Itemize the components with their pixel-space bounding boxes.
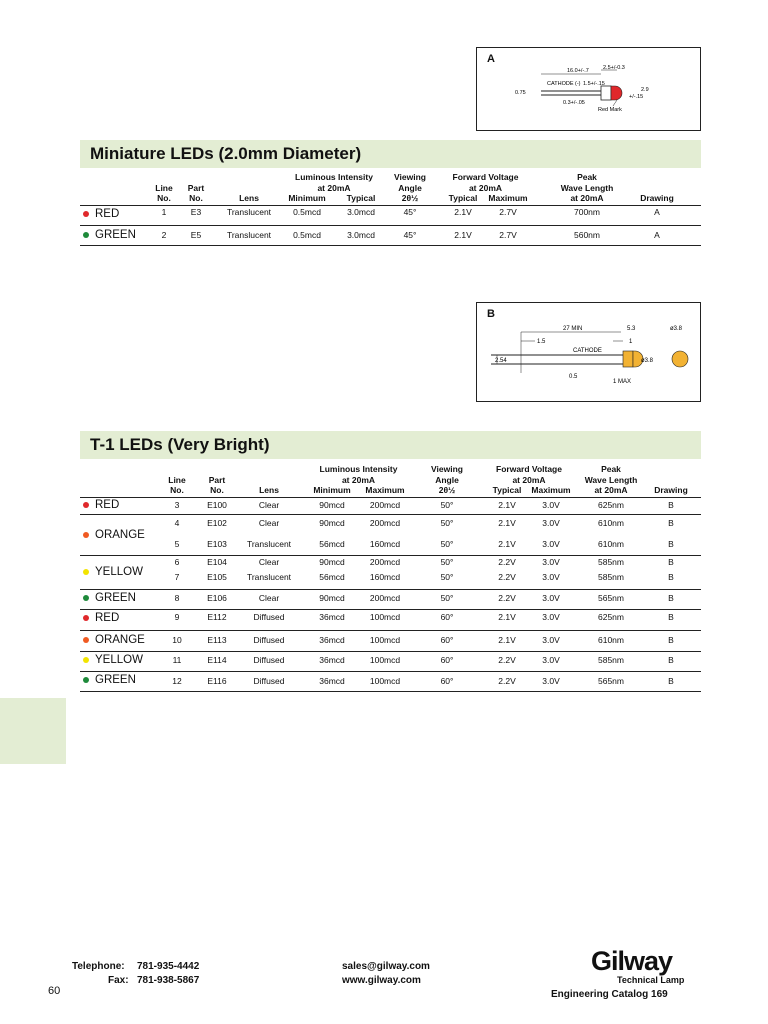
dim-lead-b: 0.5: [569, 374, 578, 380]
cell-fv_typ: 2.1V: [498, 500, 516, 510]
led-color-dot-icon: [83, 637, 89, 643]
dim-pitch: 2.54: [495, 358, 507, 364]
cell-fv_typ: 2.2V: [498, 676, 516, 686]
cell-view: 45°: [403, 230, 417, 240]
cell-view: 50°: [440, 557, 454, 567]
header-fv-max: Maximum: [488, 193, 528, 203]
cell-line: 4: [174, 518, 180, 528]
drawing-a-diagram: [477, 48, 700, 130]
cell-drawing: B: [668, 557, 674, 567]
dim-lead: 0.3+/-.05: [563, 100, 585, 106]
cell-view: 50°: [440, 572, 454, 582]
header-drawing: Drawing: [640, 193, 674, 203]
header-part-no: Part No.: [208, 474, 226, 495]
led-color-dot-icon: [83, 232, 89, 238]
cell-lum_max: 100mcd: [369, 676, 401, 686]
drawing-a-letter: A: [487, 53, 495, 65]
cell-drawing: A: [654, 207, 660, 217]
row-divider: [80, 691, 701, 692]
header-luminous: Luminous Intensity at 20mA: [295, 172, 373, 193]
cell-fv_typ: 2.1V: [498, 518, 516, 528]
cell-drawing: B: [668, 572, 674, 582]
cell-fv_typ: 2.2V: [498, 593, 516, 603]
cell-part: E104: [207, 557, 227, 567]
cell-lum_min: 56mcd: [319, 539, 345, 549]
cell-view: 60°: [440, 676, 454, 686]
cell-lens: Diffused: [253, 676, 285, 686]
cell-part: E106: [207, 593, 227, 603]
cell-drawing: B: [668, 676, 674, 686]
dim-length: 16.0+/-.7: [567, 68, 589, 74]
cell-fv_typ: 2.2V: [498, 572, 516, 582]
cell-lens: Translucent: [226, 207, 272, 217]
led-color-text: GREEN: [95, 229, 136, 241]
cell-drawing: B: [668, 612, 674, 622]
header-peak-wavelength: Peak Wave Length at 20mA: [584, 464, 638, 495]
section1-header-rule: [80, 205, 701, 206]
led-color-text: RED: [95, 208, 120, 220]
header-peak-wavelength: Peak Wave Length at 20mA: [560, 172, 614, 203]
cell-peak: 610nm: [598, 539, 624, 549]
cell-peak: 610nm: [598, 518, 624, 528]
telephone: 781-935-4442: [137, 961, 200, 972]
cell-peak: 565nm: [598, 676, 624, 686]
cell-lens: Translucent: [246, 539, 292, 549]
led-color-label: [83, 208, 119, 220]
dim-left15: 1.5: [537, 339, 546, 345]
row-divider: [80, 589, 701, 590]
cell-line: 10: [172, 635, 182, 645]
cell-fv_max: 3.0V: [542, 557, 560, 567]
header-forward-voltage: Forward Voltage at 20mA: [452, 172, 519, 193]
drawing-b-letter: B: [487, 308, 495, 320]
cell-part: E102: [207, 518, 227, 528]
led-color-text: YELLOW: [95, 654, 143, 666]
cell-fv_max: 2.7V: [499, 230, 517, 240]
cell-line: 12: [172, 676, 182, 686]
cell-drawing: A: [654, 230, 660, 240]
dim-flat: 1.5+/-.15: [583, 81, 605, 87]
cell-fv_max: 3.0V: [542, 593, 560, 603]
cell-drawing: B: [668, 655, 674, 665]
cell-view: 45°: [403, 207, 417, 217]
cell-view: 60°: [440, 635, 454, 645]
header-lum-max: Maximum: [365, 485, 405, 495]
cell-lum_max: 200mcd: [369, 500, 401, 510]
cell-part: E113: [207, 635, 227, 645]
fax-label: Fax:: [108, 975, 129, 986]
cell-lum_typ: 3.0mcd: [347, 230, 375, 240]
header-line-no: Line No.: [168, 474, 186, 495]
header-luminous: Luminous Intensity at 20mA: [319, 464, 398, 485]
cell-lum_max: 200mcd: [369, 557, 401, 567]
led-color-text: ORANGE: [95, 529, 145, 541]
gilway-logo: Gilway: [591, 946, 673, 976]
cell-peak: 560nm: [574, 230, 600, 240]
dim-left: 0.75: [515, 90, 526, 96]
cell-fv_max: 3.0V: [542, 518, 560, 528]
row-divider: [80, 245, 701, 246]
cell-lum_min: 0.5mcd: [293, 230, 321, 240]
cell-lum_min: 90mcd: [319, 518, 345, 528]
cell-part: E5: [190, 230, 202, 240]
led-color-text: RED: [95, 612, 120, 624]
dim-dia2: +/-.15: [629, 94, 644, 100]
cell-lens: Clear: [258, 557, 280, 567]
cell-view: 60°: [440, 655, 454, 665]
dim-top2: 5.3: [627, 326, 636, 332]
header-viewing-angle: Viewing Angle 2θ½: [394, 172, 426, 203]
label-cathode-b: CATHODE: [573, 348, 602, 354]
cell-drawing: B: [668, 539, 674, 549]
row-divider: [80, 555, 701, 556]
side-tab: [0, 698, 66, 764]
cell-line: 2: [161, 230, 167, 240]
email-link[interactable]: sales@gilway.com: [342, 961, 430, 972]
cell-lum_min: 90mcd: [319, 557, 345, 567]
label-cathode: CATHODE (-): [547, 81, 581, 87]
cell-lens: Translucent: [226, 230, 272, 240]
cell-fv_typ: 2.1V: [454, 207, 472, 217]
website-link[interactable]: www.gilway.com: [342, 975, 421, 986]
cell-view: 50°: [440, 518, 454, 528]
cell-lum_min: 0.5mcd: [293, 207, 321, 217]
drawing-b: [476, 302, 701, 402]
dim-min: 27 MIN: [563, 326, 583, 332]
cell-lum_max: 200mcd: [369, 593, 401, 603]
cell-lum_min: 36mcd: [319, 612, 345, 622]
row-divider: [80, 514, 701, 515]
dim-dia-body: ø3.8: [641, 358, 654, 364]
cell-part: E3: [190, 207, 202, 217]
cell-view: 50°: [440, 593, 454, 603]
cell-line: 8: [174, 593, 180, 603]
cell-part: E116: [207, 676, 227, 686]
dim-max: 1 MAX: [613, 379, 632, 385]
led-color-dot-icon: [83, 532, 89, 538]
led-color-label: [83, 654, 143, 666]
row-divider: [80, 609, 701, 610]
dim-right1: 1: [629, 339, 633, 345]
cell-lens: Diffused: [253, 612, 285, 622]
led-color-dot-icon: [83, 657, 89, 663]
dim-dia-top: ø3.8: [670, 326, 683, 332]
header-part-no: Part No.: [187, 182, 205, 203]
cell-drawing: B: [668, 518, 674, 528]
header-lum-typ: Typical: [346, 193, 376, 203]
cell-lens: Clear: [258, 500, 280, 510]
cell-fv_typ: 2.1V: [498, 539, 516, 549]
cell-line: 1: [161, 207, 167, 217]
led-color-text: GREEN: [95, 592, 136, 604]
cell-drawing: B: [668, 500, 674, 510]
section-bar-miniature: [80, 140, 701, 168]
led-color-label: [83, 566, 143, 578]
led-color-dot-icon: [83, 211, 89, 217]
header-lum-min: Minimum: [288, 193, 326, 203]
drawing-a: [476, 47, 701, 131]
cell-fv_max: 3.0V: [542, 676, 560, 686]
led-color-label: [83, 612, 119, 624]
cell-peak: 585nm: [598, 572, 624, 582]
led-color-text: YELLOW: [95, 566, 143, 578]
cell-line: 11: [172, 655, 182, 665]
cell-fv_typ: 2.1V: [498, 635, 516, 645]
cell-part: E100: [207, 500, 227, 510]
led-color-label: [83, 592, 136, 604]
led-color-label: [83, 229, 136, 241]
cell-fv_max: 3.0V: [542, 635, 560, 645]
led-color-label: [83, 529, 145, 541]
cell-lum_typ: 3.0mcd: [347, 207, 375, 217]
led-color-dot-icon: [83, 595, 89, 601]
cell-lum_min: 56mcd: [319, 572, 345, 582]
led-color-label: [83, 634, 145, 646]
cell-lum_max: 200mcd: [369, 518, 401, 528]
cell-lum_max: 100mcd: [369, 655, 401, 665]
cell-lum_min: 36mcd: [319, 635, 345, 645]
cell-peak: 625nm: [598, 612, 624, 622]
row-divider: [80, 651, 701, 652]
section-bar-t1: [80, 431, 701, 459]
header-fv-typ: Typical: [448, 193, 478, 203]
led-color-dot-icon: [83, 569, 89, 575]
cell-fv_max: 3.0V: [542, 539, 560, 549]
led-color-text: ORANGE: [95, 634, 145, 646]
header-line-no: Line No.: [155, 182, 173, 203]
header-fv-typ: Typical: [492, 485, 522, 495]
cell-drawing: B: [668, 635, 674, 645]
cell-fv_max: 3.0V: [542, 655, 560, 665]
cell-drawing: B: [668, 593, 674, 603]
cell-lum_min: 90mcd: [319, 500, 345, 510]
header-lens: Lens: [239, 193, 259, 203]
header-forward-voltage: Forward Voltage at 20mA: [496, 464, 562, 485]
cell-line: 9: [174, 612, 180, 622]
cell-line: 7: [174, 572, 180, 582]
section2-header-rule: [80, 497, 701, 498]
cell-view: 50°: [440, 539, 454, 549]
cell-lens: Clear: [258, 593, 280, 603]
header-lens: Lens: [259, 485, 279, 495]
cell-fv_max: 2.7V: [499, 207, 517, 217]
label-red-mark: Red Mark: [598, 107, 622, 113]
cell-lens: Clear: [258, 518, 280, 528]
cell-part: E103: [207, 539, 227, 549]
cell-peak: 625nm: [598, 500, 624, 510]
cell-lum_max: 100mcd: [369, 612, 401, 622]
header-viewing-angle: Viewing Angle 2θ½: [431, 464, 463, 495]
cell-part: E105: [207, 572, 227, 582]
cell-lum_min: 36mcd: [319, 655, 345, 665]
drawing-b-diagram: [477, 303, 700, 401]
cell-part: E114: [207, 655, 227, 665]
led-color-label: [83, 674, 136, 686]
cell-peak: 585nm: [598, 655, 624, 665]
header-drawing: Drawing: [654, 485, 688, 495]
cell-fv_typ: 2.2V: [498, 655, 516, 665]
cell-lum_max: 100mcd: [369, 635, 401, 645]
cell-part: E112: [207, 612, 227, 622]
cell-fv_typ: 2.1V: [498, 612, 516, 622]
cell-peak: 565nm: [598, 593, 624, 603]
header-fv-max: Maximum: [531, 485, 571, 495]
row-divider: [80, 225, 701, 226]
row-divider: [80, 630, 701, 631]
row-divider: [80, 671, 701, 672]
cell-view: 50°: [440, 500, 454, 510]
cell-lens: Diffused: [253, 635, 285, 645]
cell-lum_max: 160mcd: [369, 539, 401, 549]
header-lum-min: Minimum: [313, 485, 351, 495]
cell-line: 3: [174, 500, 180, 510]
cell-lum_max: 160mcd: [369, 572, 401, 582]
cell-line: 6: [174, 557, 180, 567]
section-title-t1: T-1 LEDs (Very Bright): [90, 435, 270, 454]
cell-fv_max: 3.0V: [542, 612, 560, 622]
cell-fv_typ: 2.2V: [498, 557, 516, 567]
fax: 781-938-5867: [137, 975, 200, 986]
led-color-text: RED: [95, 499, 120, 511]
led-color-dot-icon: [83, 615, 89, 621]
dim-dia1: 2.9: [641, 87, 649, 93]
section-title-miniature: Miniature LEDs (2.0mm Diameter): [90, 144, 362, 163]
led-color-text: GREEN: [95, 674, 136, 686]
led-color-dot-icon: [83, 502, 89, 508]
catalog-label: Engineering Catalog 169: [551, 989, 668, 1000]
telephone-label: Telephone:: [72, 961, 125, 972]
led-color-dot-icon: [83, 677, 89, 683]
cell-fv_max: 3.0V: [542, 572, 560, 582]
cell-fv_typ: 2.1V: [454, 230, 472, 240]
cell-peak: 610nm: [598, 635, 624, 645]
cell-lens: Translucent: [246, 572, 292, 582]
led-color-label: [83, 499, 119, 511]
cell-fv_max: 3.0V: [542, 500, 560, 510]
cell-lum_min: 36mcd: [319, 676, 345, 686]
cell-view: 60°: [440, 612, 454, 622]
dim-lead-gap: 2.5+/-0.3: [603, 65, 625, 71]
page-number: 60: [48, 985, 61, 997]
cell-lum_min: 90mcd: [319, 593, 345, 603]
cell-lens: Diffused: [253, 655, 285, 665]
gilway-logo-sub: Technical Lamp: [617, 975, 685, 985]
cell-peak: 585nm: [598, 557, 624, 567]
cell-line: 5: [174, 539, 180, 549]
cell-peak: 700nm: [574, 207, 600, 217]
